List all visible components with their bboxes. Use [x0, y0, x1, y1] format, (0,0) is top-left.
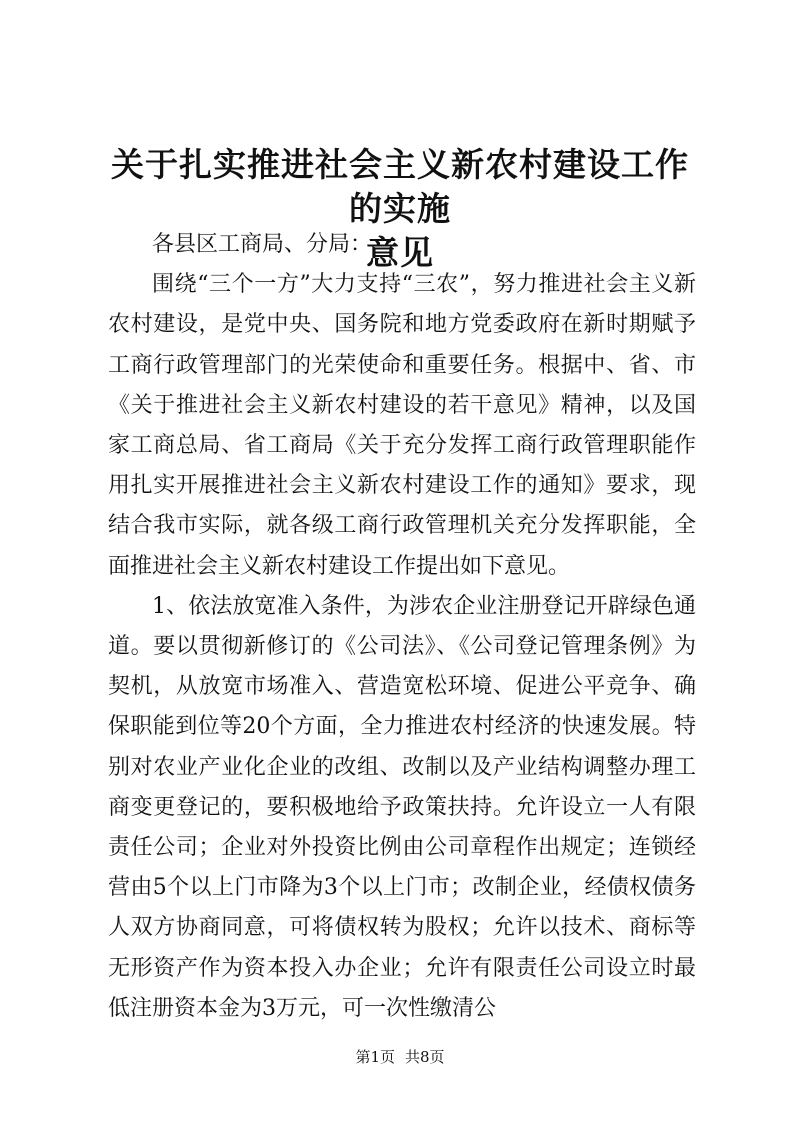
document-body	[108, 225, 696, 1029]
page-total: 共8页	[405, 1048, 445, 1066]
salutation: 各县区工商局、分局：	[152, 232, 373, 257]
paragraph-intro: 围绕“三个一方”大力支持“三农”，努力推进社会主义新农村建设，是党中央、国务院和地方党委政府在新时期赋予工商行政管理部门的光荣使命和重要任务。根据中、省、市《关于推进社会主义新农村建设的若干意见》精神，以及国家工商总局、省工商局《关于充分发挥工商行政管理职能作用扎实开展推进社会主义新农村建设工作的通知》要求，现结合我市实际，就各级工商行政管理机关充分发挥职能，全面推进社会主义新农村建设工作提出如下意见。	[108, 272, 696, 579]
page-footer	[0, 1047, 800, 1067]
title-line-2: 意见	[366, 233, 434, 272]
paragraph-item-1: 1、依法放宽准入条件，为涉农企业注册登记开辟绿色通道。要以贯彻新修订的《公司法》、《公司登记管理条例》为契机，从放宽市场准入、营造宽松环境、促进公平竞争、确保职能到位等20个方面，全力推进农村经济的快速发展。特别对农业产业化企业的改组、改制以及产业结构调整办理工商变更登记的，要积极地给予政策扶持。允许设立一人有限责任公司；企业对外投资比例由公司章程作出规定；连锁经营由5个以上门市降为3个以上门市；改制企业，经债权债务人双方协商同意，可将债权转为股权；允许以技术、商标等无形资产作为资本投入办企业；允许有限责任公司设立时最低注册资本金为3万元，可一次性缴清公	[108, 593, 696, 1021]
title-line-1: 关于扎实推进社会主义新农村建设工作的实施	[111, 145, 689, 228]
page-number: 第1页	[355, 1048, 395, 1066]
